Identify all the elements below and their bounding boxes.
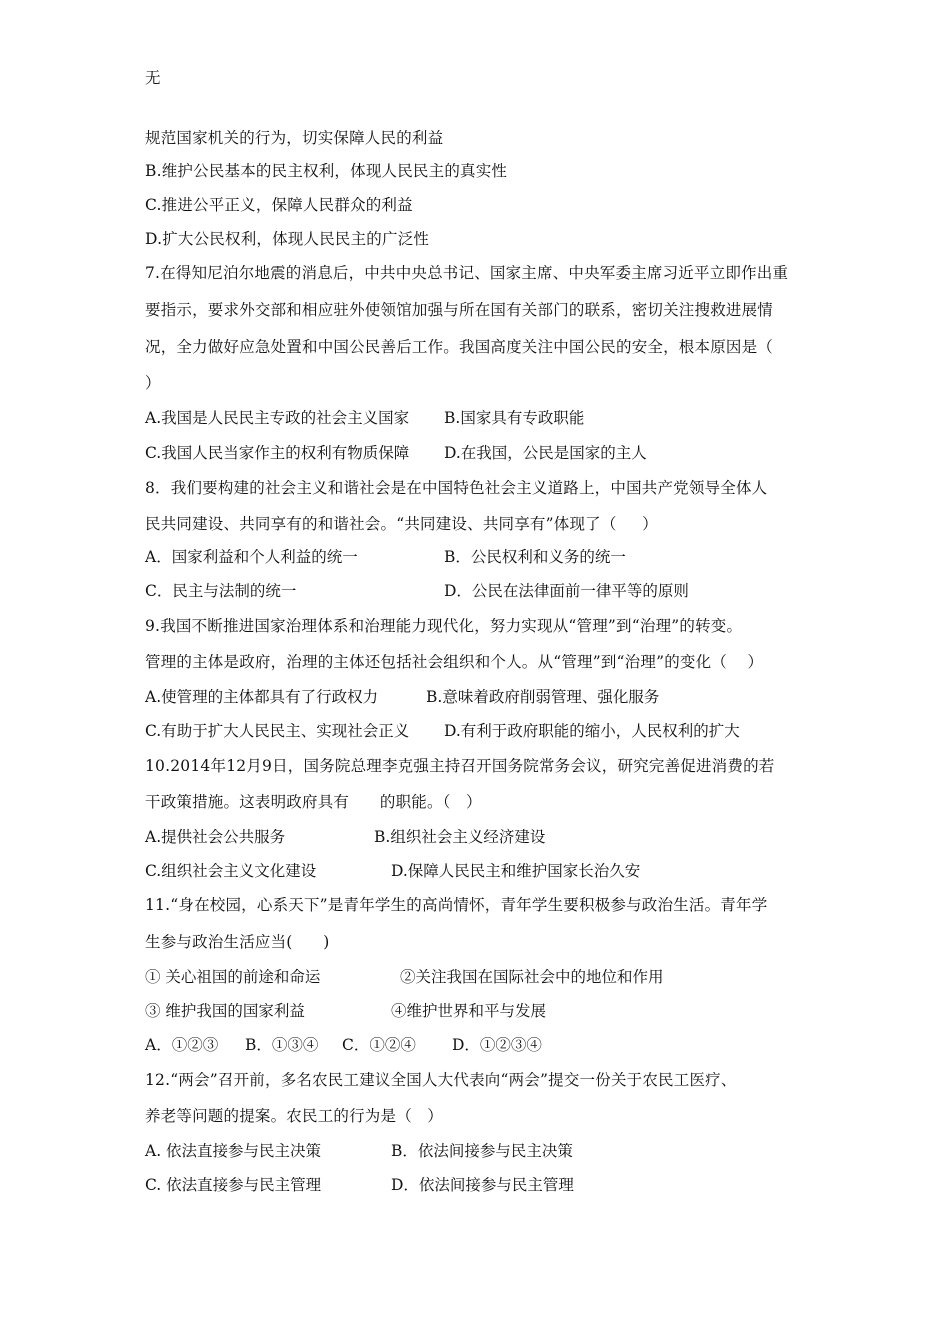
q7-stem-line-3: 况，全力做好应急处置和中国公民善后工作。我国高度关注中国公民的安全，根本原因是（	[145, 338, 774, 356]
q10-option-d: D.保障人民民主和维护国家长治久安	[391, 862, 641, 880]
q9-stem-line-1: 9.我国不断推进国家治理体系和治理能力现代化，努力实现从“管理”到“治理”的转变。	[145, 617, 743, 635]
q8-stem-line-1: 8．我们要构建的社会主义和谐社会是在中国特色社会主义道路上，中国共产党领导全体人	[145, 479, 768, 497]
q7-stem-line-1: 7.在得知尼泊尔地震的消息后，中共中央总书记、国家主席、中央军委主席习近平立即作出重	[145, 264, 789, 282]
q7-stem-line-2: 要指示，要求外交部和相应驻外使领馆加强与所在国有关部门的联系，密切关注搜救进展情	[145, 301, 774, 319]
q7-option-c: C.我国人民当家作主的权利有物质保障	[145, 444, 410, 462]
q10-stem-line-1: 10.2014年12月9日，国务院总理李克强主持召开国务院常务会议，研究完善促进消费的若	[145, 757, 775, 775]
q7-stem-line-4: ）	[145, 374, 161, 392]
q11-option-b: B．①③④	[245, 1036, 319, 1054]
q6-option-a-continued: 规范国家机关的行为，切实保障人民的利益	[145, 129, 444, 147]
q9-option-c: C.有助于扩大人民民主、实现社会正义	[145, 722, 410, 740]
q9-option-d: D.有利于政府职能的缩小，人民权利的扩大	[444, 722, 740, 740]
q11-option-a: A．①②③	[145, 1036, 219, 1054]
q8-option-b: B．公民权利和义务的统一	[444, 548, 626, 566]
q6-option-c: C.推进公平正义，保障人民群众的利益	[145, 196, 413, 214]
q10-option-b: B.组织社会主义经济建设	[374, 828, 546, 846]
q11-item-4: ④维护世界和平与发展	[391, 1002, 547, 1020]
q8-stem-line-2: 民共同建设、共同享有的和谐社会。“共同建设、共同享有”体现了（ ）	[145, 515, 658, 533]
q11-option-d: D．①②③④	[452, 1036, 542, 1054]
q12-option-b: B．依法间接参与民主决策	[391, 1142, 573, 1160]
q10-option-a: A.提供社会公共服务	[145, 828, 286, 846]
q11-item-3: ③ 维护我国的国家利益	[145, 1002, 305, 1020]
q7-option-d: D.在我国，公民是国家的主人	[444, 444, 647, 462]
header-text: 无	[145, 69, 161, 87]
q11-option-c: C．①②④	[342, 1036, 416, 1054]
q7-option-b: B.国家具有专政职能	[444, 409, 585, 427]
q12-stem-line-1: 12.“两会”召开前，多名农民工建议全国人大代表向“两会”提交一份关于农民工医疗、	[145, 1071, 737, 1089]
q10-option-c: C.组织社会主义文化建设	[145, 862, 317, 880]
q11-stem-line-2: 生参与政治生活应当( )	[145, 933, 330, 951]
q9-option-a: A.使管理的主体都具有了行政权力	[145, 688, 379, 706]
q12-stem-line-2: 养老等问题的提案。农民工的行为是（ ）	[145, 1107, 443, 1125]
q8-option-a: A．国家利益和个人利益的统一	[145, 548, 358, 566]
q11-item-1: ① 关心祖国的前途和命运	[145, 968, 321, 986]
q7-option-a: A.我国是人民民主专政的社会主义国家	[145, 409, 410, 427]
q6-option-d: D.扩大公民权利，体现人民民主的广泛性	[145, 230, 430, 248]
q6-option-b: B.维护公民基本的民主权利，体现人民民主的真实性	[145, 162, 508, 180]
q12-option-d: D．依法间接参与民主管理	[391, 1176, 574, 1194]
q12-option-c: C. 依法直接参与民主管理	[145, 1176, 322, 1194]
q10-stem-line-2: 干政策措施。这表明政府具有 的职能。（ ）	[145, 793, 482, 811]
q9-stem-line-2: 管理的主体是政府，治理的主体还包括社会组织和个人。从“管理”到“治理”的变化（ ）	[145, 653, 764, 671]
q8-option-d: D．公民在法律面前一律平等的原则	[444, 582, 689, 600]
q12-option-a: A. 依法直接参与民主决策	[145, 1142, 322, 1160]
q11-stem-line-1: 11.“身在校园，心系天下”是青年学生的高尚情怀，青年学生要积极参与政治生活。青年学	[145, 896, 768, 914]
q11-item-2: ②关注我国在国际社会中的地位和作用	[400, 968, 664, 986]
q8-option-c: C．民主与法制的统一	[145, 582, 297, 600]
q9-option-b: B.意味着政府削弱管理、强化服务	[426, 688, 660, 706]
